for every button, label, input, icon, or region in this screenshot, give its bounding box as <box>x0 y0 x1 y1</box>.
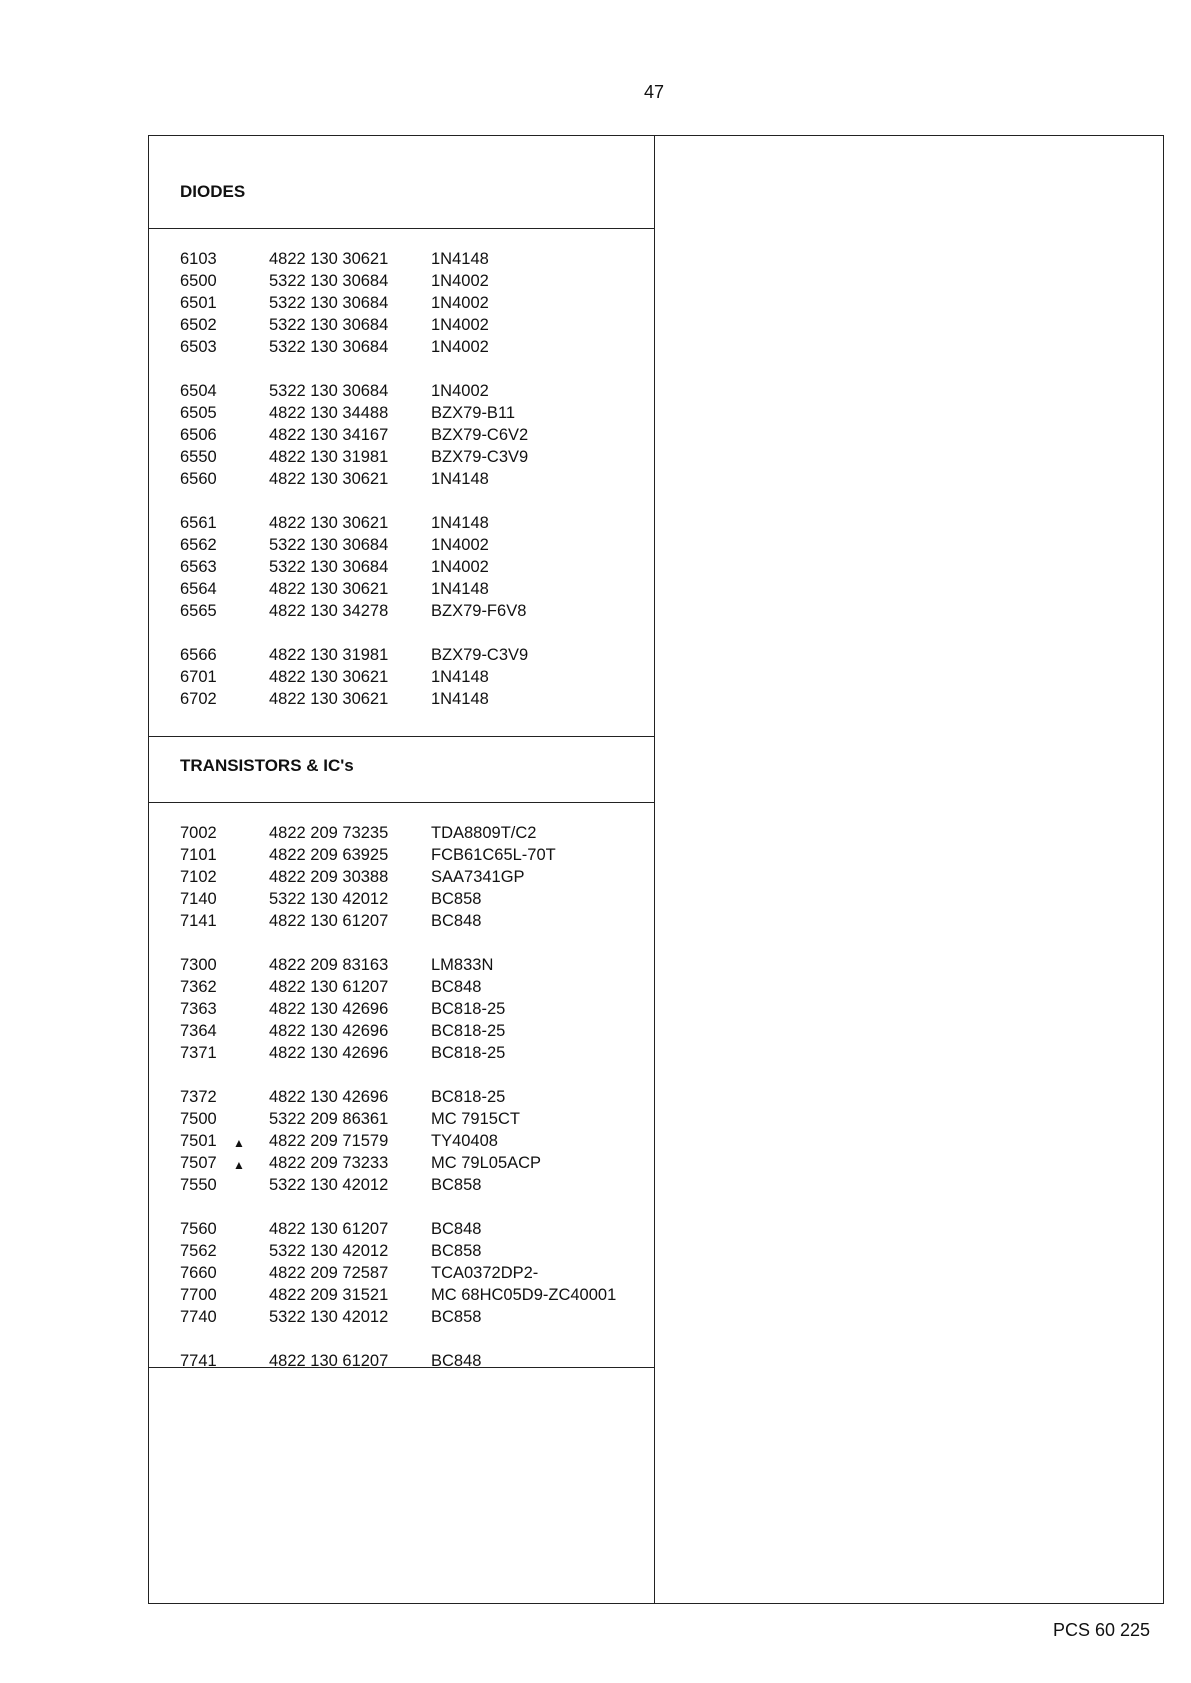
part-code: 4822 130 61207 <box>269 912 389 930</box>
part-code: 5322 130 30684 <box>269 272 389 290</box>
position-number: 7741 <box>180 1352 217 1370</box>
part-code: 5322 130 30684 <box>269 316 389 334</box>
part-type: 1N4002 <box>431 536 489 554</box>
position-number: 6566 <box>180 646 217 664</box>
part-code: 4822 130 30621 <box>269 470 389 488</box>
position-number: 6565 <box>180 602 217 620</box>
part-type: 1N4148 <box>431 690 489 708</box>
part-type: MC 79L05ACP <box>431 1154 542 1172</box>
position-number: 7300 <box>180 956 217 974</box>
part-type: BC818-25 <box>431 1044 506 1062</box>
part-code: 4822 130 34278 <box>269 602 389 620</box>
part-code: 4822 209 83163 <box>269 956 389 974</box>
part-type: 1N4148 <box>431 580 489 598</box>
part-code: 4822 209 71579 <box>269 1132 389 1150</box>
part-type: BC848 <box>431 1352 482 1370</box>
part-code: 4822 209 73235 <box>269 824 389 842</box>
position-number: 6505 <box>180 404 217 422</box>
part-type: BZX79-F6V8 <box>431 602 527 620</box>
diodes-header-rule <box>148 228 655 229</box>
position-number: 7002 <box>180 824 217 842</box>
position-number: 6103 <box>180 250 217 268</box>
part-type: SAA7341GP <box>431 868 525 886</box>
position-number: 6503 <box>180 338 217 356</box>
position-number: 6563 <box>180 558 217 576</box>
part-code: 4822 209 30388 <box>269 868 389 886</box>
part-code: 5322 130 42012 <box>269 1308 389 1326</box>
part-type: BZX79-B11 <box>431 404 516 422</box>
part-code: 5322 130 42012 <box>269 1242 389 1260</box>
safety-mark-icon: ▲ <box>233 1136 245 1150</box>
safety-mark-icon: ▲ <box>233 1158 245 1172</box>
position-number: 6702 <box>180 690 217 708</box>
position-number: 7372 <box>180 1088 217 1106</box>
part-code: 4822 209 63925 <box>269 846 389 864</box>
position-number: 6502 <box>180 316 217 334</box>
part-type: BC818-25 <box>431 1000 506 1018</box>
part-code: 4822 130 42696 <box>269 1044 389 1062</box>
part-code: 4822 209 31521 <box>269 1286 389 1304</box>
position-number: 7141 <box>180 912 217 930</box>
diodes-end-rule <box>148 736 655 737</box>
part-code: 4822 130 31981 <box>269 448 389 466</box>
part-type: BZX79-C6V2 <box>431 426 529 444</box>
part-type: 1N4148 <box>431 514 489 532</box>
part-code: 5322 130 42012 <box>269 890 389 908</box>
position-number: 6501 <box>180 294 217 312</box>
part-code: 5322 130 30684 <box>269 382 389 400</box>
part-code: 4822 130 42696 <box>269 1000 389 1018</box>
part-type: 1N4002 <box>431 338 489 356</box>
part-code: 4822 130 61207 <box>269 1352 389 1370</box>
part-type: BC858 <box>431 890 482 908</box>
part-type: BZX79-C3V9 <box>431 646 529 664</box>
part-type: BC858 <box>431 1176 482 1194</box>
position-number: 7363 <box>180 1000 217 1018</box>
transistors-section-title: TRANSISTORS & IC's <box>180 756 354 775</box>
part-type: TY40408 <box>431 1132 498 1150</box>
position-number: 7140 <box>180 890 217 908</box>
part-type: 1N4002 <box>431 558 489 576</box>
position-number: 6506 <box>180 426 217 444</box>
part-type: 1N4148 <box>431 250 489 268</box>
part-type: BC848 <box>431 1220 482 1238</box>
part-type: BC848 <box>431 912 482 930</box>
part-code: 4822 130 31981 <box>269 646 389 664</box>
part-type: BC848 <box>431 978 482 996</box>
column-divider <box>654 135 655 1604</box>
position-number: 7562 <box>180 1242 217 1260</box>
position-number: 6500 <box>180 272 217 290</box>
part-type: 1N4148 <box>431 668 489 686</box>
part-code: 4822 130 30621 <box>269 668 389 686</box>
position-number: 7101 <box>180 846 217 864</box>
transistors-end-rule <box>148 1367 655 1368</box>
position-number: 6564 <box>180 580 217 598</box>
part-code: 4822 130 30621 <box>269 514 389 532</box>
part-type: TCA0372DP2- <box>431 1264 539 1282</box>
position-number: 6561 <box>180 514 217 532</box>
position-number: 7500 <box>180 1110 217 1128</box>
position-number: 6550 <box>180 448 217 466</box>
part-code: 4822 130 30621 <box>269 580 389 598</box>
part-code: 4822 130 30621 <box>269 690 389 708</box>
position-number: 7660 <box>180 1264 217 1282</box>
position-number: 7550 <box>180 1176 217 1194</box>
part-code: 4822 209 73233 <box>269 1154 389 1172</box>
part-code: 5322 130 30684 <box>269 338 389 356</box>
part-type: 1N4002 <box>431 382 489 400</box>
part-type: BC858 <box>431 1308 482 1326</box>
part-code: 4822 209 72587 <box>269 1264 389 1282</box>
part-type: MC 7915CT <box>431 1110 520 1128</box>
part-code: 5322 130 42012 <box>269 1176 389 1194</box>
position-number: 7560 <box>180 1220 217 1238</box>
part-code: 4822 130 61207 <box>269 978 389 996</box>
position-number: 7700 <box>180 1286 217 1304</box>
position-number: 7740 <box>180 1308 217 1326</box>
part-code: 4822 130 42696 <box>269 1022 389 1040</box>
part-type: FCB61C65L-70T <box>431 846 556 864</box>
part-code: 4822 130 42696 <box>269 1088 389 1106</box>
part-code: 4822 130 61207 <box>269 1220 389 1238</box>
part-code: 4822 130 34488 <box>269 404 389 422</box>
transistors-header-rule <box>148 802 655 803</box>
part-type: TDA8809T/C2 <box>431 824 537 842</box>
part-type: BZX79-C3V9 <box>431 448 529 466</box>
page-number: 47 <box>644 82 665 102</box>
part-type: 1N4148 <box>431 470 489 488</box>
document-code: PCS 60 225 <box>1053 1620 1151 1640</box>
diodes-section-title: DIODES <box>180 182 246 201</box>
part-type: MC 68HC05D9-ZC40001 <box>431 1286 617 1304</box>
position-number: 6701 <box>180 668 217 686</box>
part-code: 5322 209 86361 <box>269 1110 389 1128</box>
part-code: 5322 130 30684 <box>269 536 389 554</box>
position-number: 6504 <box>180 382 217 400</box>
position-number: 6562 <box>180 536 217 554</box>
part-type: 1N4002 <box>431 316 489 334</box>
part-code: 4822 130 30621 <box>269 250 389 268</box>
position-number: 7507 <box>180 1154 217 1172</box>
position-number: 6560 <box>180 470 217 488</box>
part-code: 5322 130 30684 <box>269 294 389 312</box>
part-code: 4822 130 34167 <box>269 426 389 444</box>
position-number: 7362 <box>180 978 217 996</box>
position-number: 7364 <box>180 1022 217 1040</box>
part-type: LM833N <box>431 956 494 974</box>
part-type: 1N4002 <box>431 272 489 290</box>
part-type: BC818-25 <box>431 1088 506 1106</box>
part-type: BC818-25 <box>431 1022 506 1040</box>
part-type: 1N4002 <box>431 294 489 312</box>
position-number: 7501 <box>180 1132 217 1150</box>
part-type: BC858 <box>431 1242 482 1260</box>
part-code: 5322 130 30684 <box>269 558 389 576</box>
position-number: 7102 <box>180 868 217 886</box>
position-number: 7371 <box>180 1044 217 1062</box>
